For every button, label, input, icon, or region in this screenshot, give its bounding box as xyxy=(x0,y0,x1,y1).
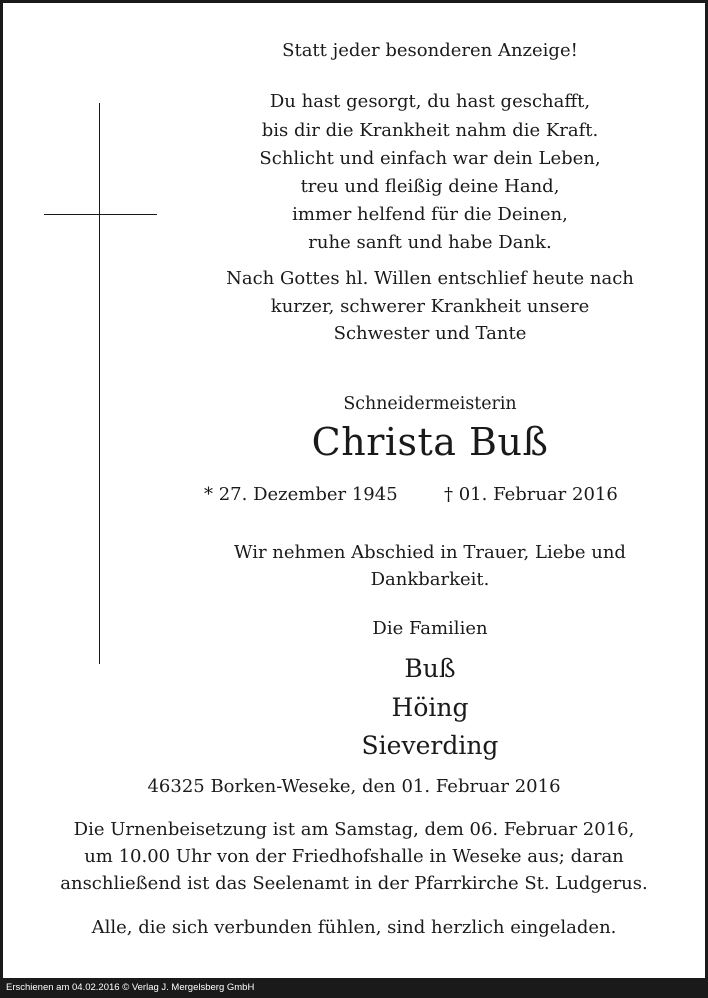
family-name: Sieverding xyxy=(361,731,499,760)
announcement-line: Nach Gottes hl. Willen entschlief heute nach xyxy=(226,268,634,289)
cross-vertical-bar xyxy=(99,103,100,664)
burial-info-line: Die Urnenbeisetzung ist am Samstag, dem 06. Februar 2016, xyxy=(73,819,635,840)
poem-line: treu und fleißig deine Hand, xyxy=(300,176,560,197)
birth-date: * 27. Dezember 1945 xyxy=(204,484,398,505)
poem-line: immer helfend für die Deinen, xyxy=(292,204,568,225)
poem-line: bis dir die Krankheit nahm die Kraft. xyxy=(261,120,599,141)
death-date: † 01. Februar 2016 xyxy=(444,484,618,505)
burial-info-line: um 10.00 Uhr von der Friedhofshalle in Weseke aus; daran xyxy=(84,846,624,867)
farewell-line: Dankbarkeit. xyxy=(370,569,490,590)
announcement-line: kurzer, schwerer Krankheit unsere xyxy=(270,296,590,317)
announcement-line: Schwester und Tante xyxy=(333,323,527,344)
burial-info-line: anschließend ist das Seelenamt in der Pfarrkirche St. Ludgerus. xyxy=(60,873,648,894)
poem-line: ruhe sanft und habe Dank. xyxy=(308,232,552,253)
deceased-name: Christa Buß xyxy=(311,420,549,464)
publication-footer: Erschienen am 04.02.2016 © Verlag J. Mergelsberg GmbH xyxy=(0,978,708,998)
place-and-date: 46325 Borken-Weseke, den 01. Februar 2016 xyxy=(147,776,561,797)
invitation: Alle, die sich verbunden fühlen, sind herzlich eingeladen. xyxy=(91,917,617,938)
family-name: Höing xyxy=(391,693,469,722)
family-name: Buß xyxy=(404,654,456,683)
deceased-title: Schneidermeisterin xyxy=(343,394,517,414)
poem-line: Schlicht und einfach war dein Leben, xyxy=(259,148,601,169)
farewell-line: Wir nehmen Abschied in Trauer, Liebe und xyxy=(234,542,626,563)
families-intro: Die Familien xyxy=(372,618,488,639)
poem-line: Du hast gesorgt, du hast geschafft, xyxy=(269,91,591,112)
notice-heading: Statt jeder besonderen Anzeige! xyxy=(282,40,578,61)
